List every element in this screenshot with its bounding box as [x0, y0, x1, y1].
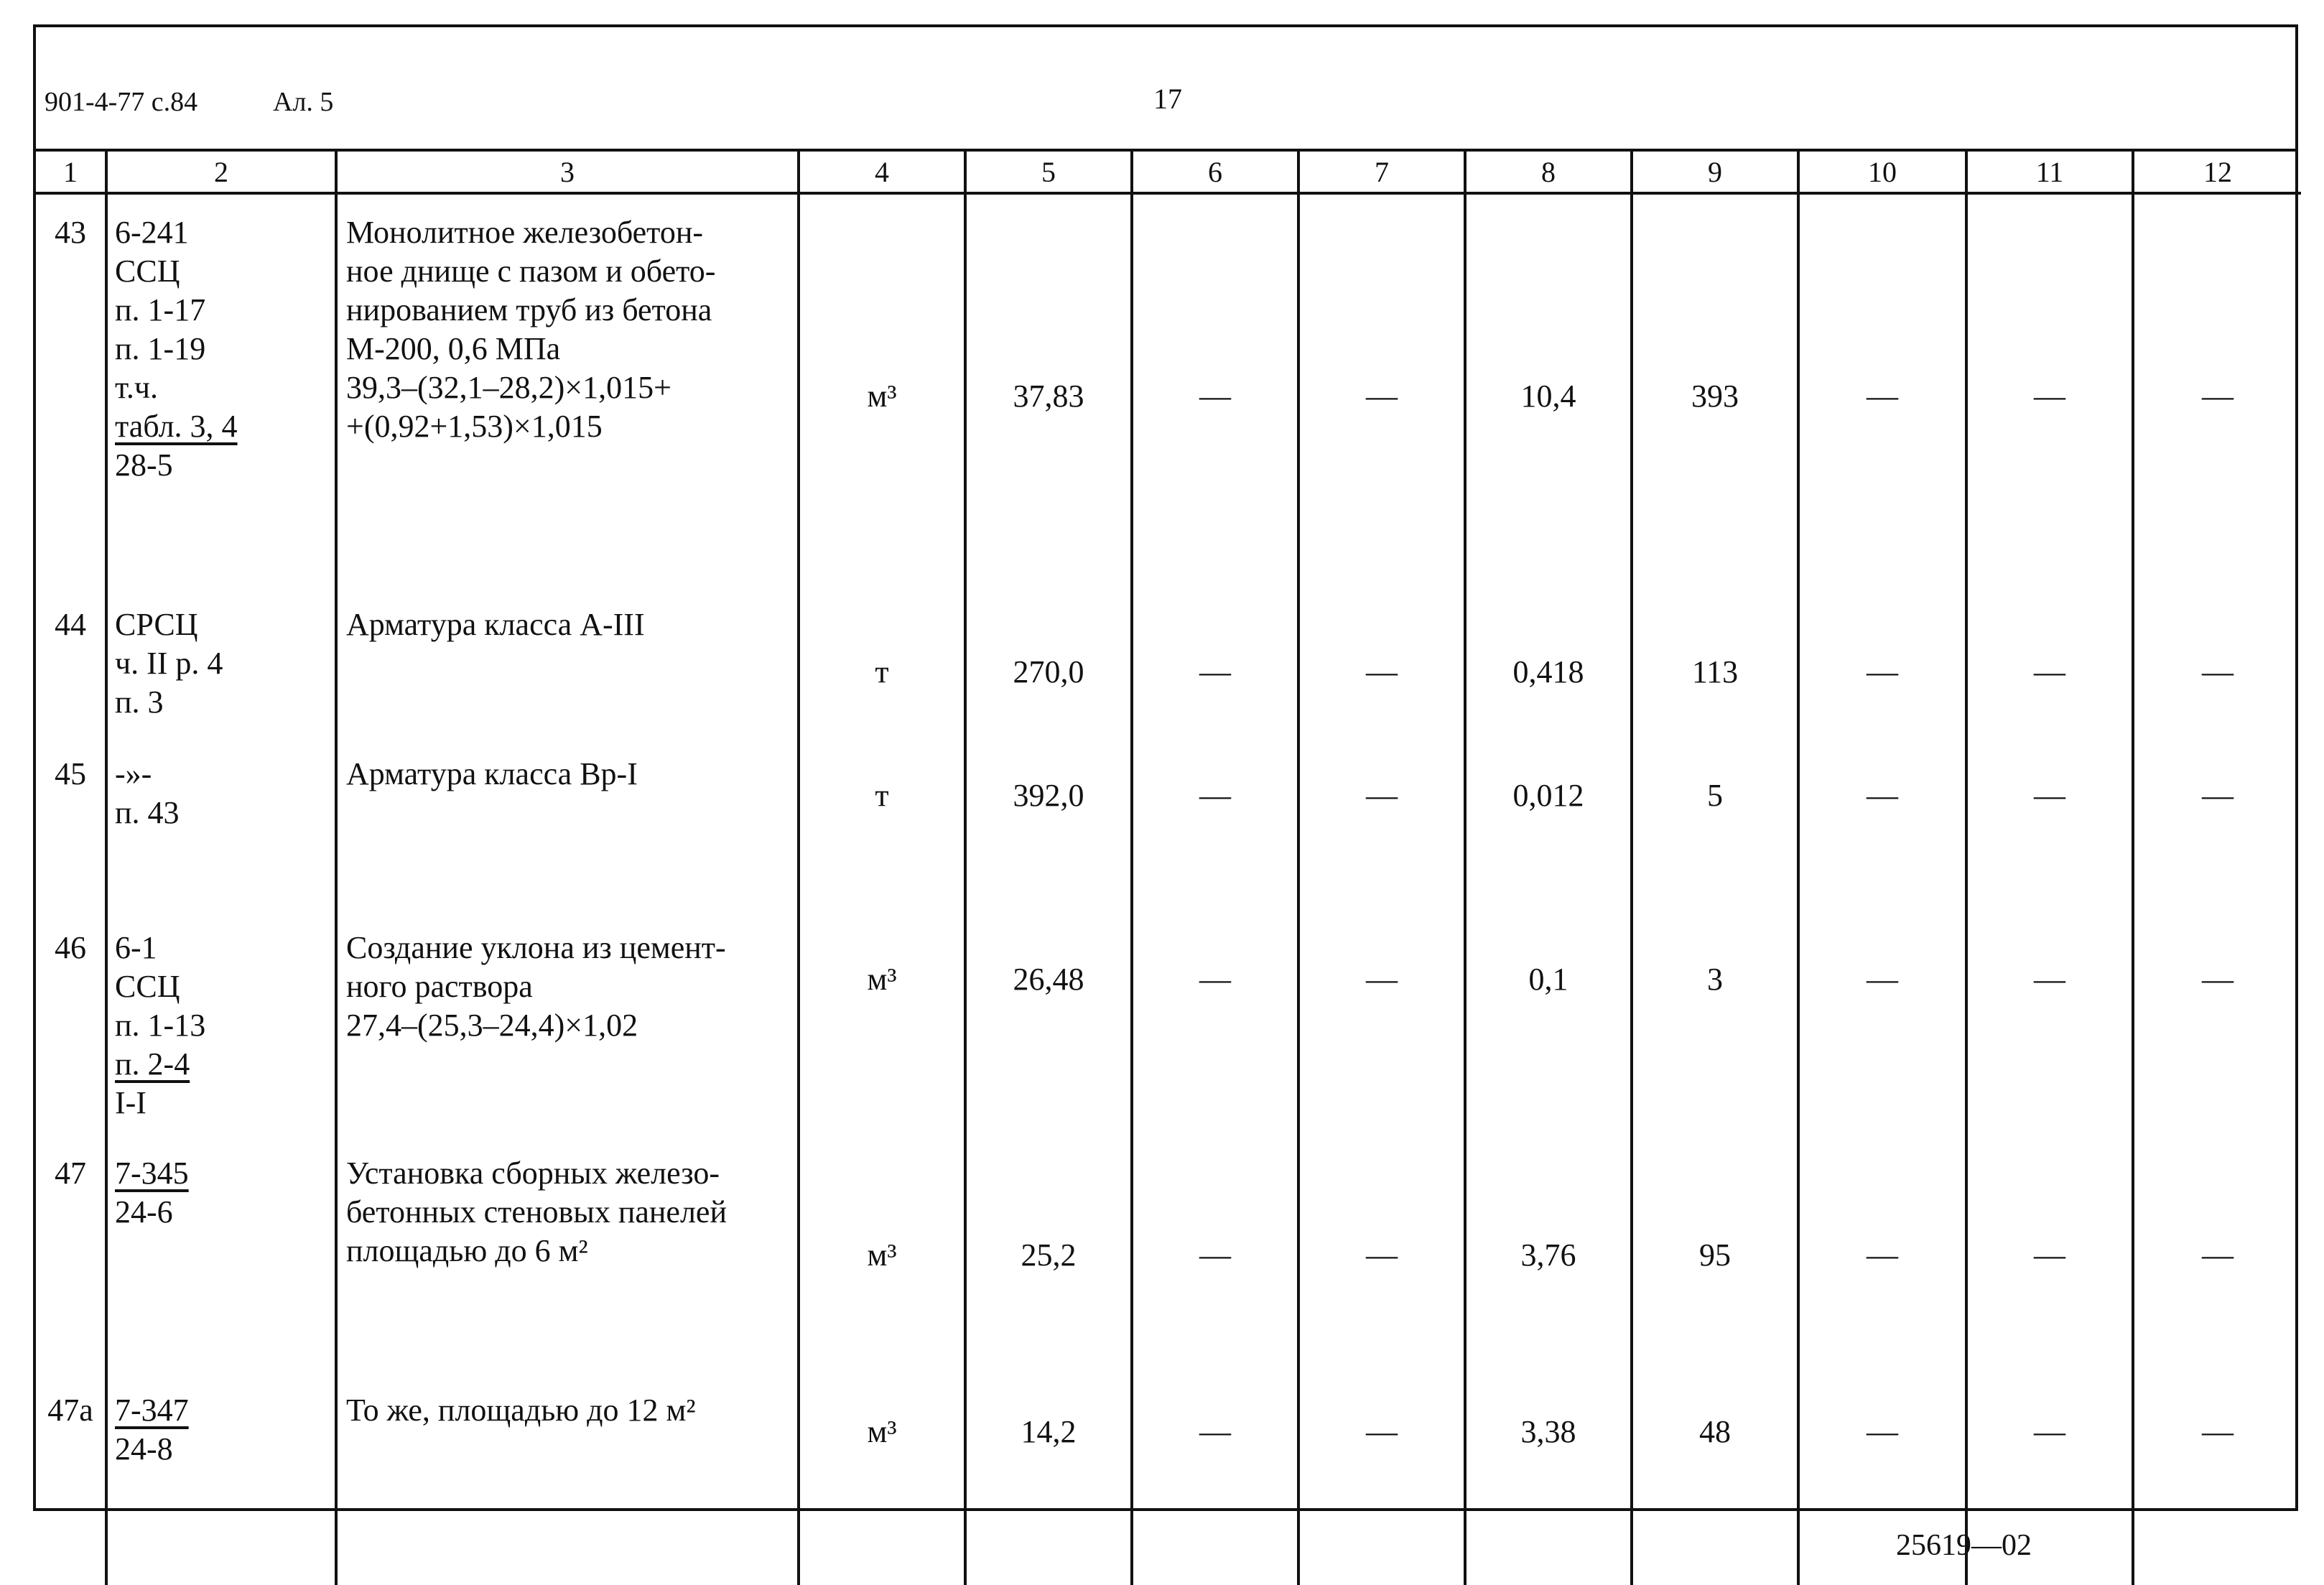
- description-line: площадью до 6 м²: [346, 1233, 588, 1268]
- row-number: 47а: [47, 1393, 93, 1428]
- value-cell-c6: —: [1132, 910, 1298, 1135]
- column-header: 5: [965, 152, 1132, 193]
- description-line: бетонных стеновых панелей: [346, 1194, 727, 1230]
- reference-line: 6-241: [115, 215, 189, 250]
- description-line: Установка сборных железо-: [346, 1156, 720, 1191]
- row-number: 43: [55, 215, 86, 250]
- column-number-row: [36, 152, 2301, 193]
- page-number: 17: [1153, 83, 1182, 115]
- description-cell: [336, 910, 799, 1135]
- value-cell-c11: —: [1966, 587, 2133, 736]
- reference-line: I-I: [115, 1085, 147, 1120]
- value-cell-c8: 3,76: [1465, 1135, 1632, 1372]
- description-line: Арматура класса Вр-I: [346, 756, 638, 791]
- value-cell-c6: —: [1132, 587, 1298, 736]
- description-line: Арматура класса А-III: [346, 607, 645, 642]
- value-cell-c11: —: [1966, 1372, 2133, 1585]
- value-cell-c9: 48: [1632, 1372, 1798, 1585]
- value-cell-c8: 0,012: [1465, 736, 1632, 910]
- value-cell-c6: —: [1132, 193, 1298, 587]
- description-line: ное днище с пазом и обето-: [346, 254, 716, 289]
- unit-cell: м³: [799, 193, 965, 587]
- value-cell-c9: 95: [1632, 1135, 1798, 1372]
- value-cell-c12: —: [2133, 1135, 2301, 1372]
- row-number: 46: [55, 930, 86, 965]
- reference-cell: [106, 736, 336, 910]
- value-cell-c5: 14,2: [965, 1372, 1132, 1585]
- table-row: [36, 736, 2301, 910]
- reference-cell: [106, 910, 336, 1135]
- value-cell-c8: 0,1: [1465, 910, 1632, 1135]
- column-header: 7: [1298, 152, 1465, 193]
- description-line: нированием труб из бетона: [346, 292, 712, 327]
- value-cell-c9: 393: [1632, 193, 1798, 587]
- reference-line: ССЦ: [115, 254, 180, 289]
- value-cell-c8: 0,418: [1465, 587, 1632, 736]
- footer-code: 25619—02: [1896, 1529, 2032, 1562]
- value-cell-c11: —: [1966, 193, 2133, 587]
- value-cell-c10: —: [1798, 1372, 1966, 1585]
- value-cell-c7: —: [1298, 736, 1465, 910]
- value-cell-c9: 113: [1632, 587, 1798, 736]
- value-cell-c7: —: [1298, 193, 1465, 587]
- table-row: [36, 910, 2301, 1135]
- row-number: 44: [55, 607, 86, 642]
- reference-line: 7-345: [115, 1156, 189, 1191]
- description-line: ного раствора: [346, 969, 533, 1004]
- description-cell: [336, 587, 799, 736]
- value-cell-c6: —: [1132, 736, 1298, 910]
- row-number: 47: [55, 1156, 86, 1191]
- reference-line: п. 3: [115, 684, 164, 720]
- reference-line: п. 1-19: [115, 331, 206, 366]
- description-line: М-200, 0,6 МПа: [346, 331, 561, 366]
- reference-line: п. 1-13: [115, 1008, 206, 1043]
- reference-line: -»-: [115, 756, 152, 791]
- value-cell-c7: —: [1298, 1135, 1465, 1372]
- value-cell-c10: —: [1798, 910, 1966, 1135]
- value-cell-c8: 3,38: [1465, 1372, 1632, 1585]
- reference-line: ч. II р. 4: [115, 646, 223, 681]
- column-header: 10: [1798, 152, 1966, 193]
- value-cell-c12: —: [2133, 910, 2301, 1135]
- value-cell-c12: —: [2133, 587, 2301, 736]
- table-row: [36, 587, 2301, 736]
- reference-line: п. 1-17: [115, 292, 206, 327]
- column-header: 1: [36, 152, 106, 193]
- value-cell-c11: —: [1966, 736, 2133, 910]
- column-header: 4: [799, 152, 965, 193]
- document-code: 901-4-77 с.84: [45, 87, 198, 117]
- value-cell-c11: —: [1966, 910, 2133, 1135]
- reference-line: ССЦ: [115, 969, 180, 1004]
- reference-line: 7-347: [115, 1393, 189, 1428]
- description-line: +(0,92+1,53)×1,015: [346, 409, 603, 444]
- description-cell: [336, 1372, 799, 1585]
- reference-line: 24-8: [115, 1431, 173, 1467]
- value-cell-c10: —: [1798, 736, 1966, 910]
- description-cell: [336, 193, 799, 587]
- value-cell-c10: —: [1798, 193, 1966, 587]
- value-cell-c12: —: [2133, 1372, 2301, 1585]
- value-cell-c10: —: [1798, 587, 1966, 736]
- description-line: То же, площадью до 12 м²: [346, 1393, 696, 1428]
- value-cell-c5: 392,0: [965, 736, 1132, 910]
- estimate-table: [36, 152, 2301, 1585]
- column-header: 3: [336, 152, 799, 193]
- reference-line: п. 2-4: [115, 1046, 190, 1082]
- reference-line: СРСЦ: [115, 607, 198, 642]
- reference-cell: [106, 1372, 336, 1585]
- reference-cell: [106, 1135, 336, 1372]
- value-cell-c11: —: [1966, 1135, 2133, 1372]
- reference-cell: [106, 193, 336, 587]
- value-cell-c9: 5: [1632, 736, 1798, 910]
- value-cell-c6: —: [1132, 1372, 1298, 1585]
- unit-cell: т: [799, 736, 965, 910]
- column-header: 8: [1465, 152, 1632, 193]
- column-header: 11: [1966, 152, 2133, 193]
- unit-cell: т: [799, 587, 965, 736]
- column-header: 9: [1632, 152, 1798, 193]
- column-header: 12: [2133, 152, 2301, 193]
- document-sheet: [33, 24, 2298, 1511]
- value-cell-c7: —: [1298, 1372, 1465, 1585]
- reference-cell: [106, 587, 336, 736]
- reference-line: 24-6: [115, 1194, 173, 1230]
- value-cell-c7: —: [1298, 587, 1465, 736]
- value-cell-c12: —: [2133, 193, 2301, 587]
- table-row: [36, 1135, 2301, 1372]
- value-cell-c5: 37,83: [965, 193, 1132, 587]
- unit-cell: м³: [799, 1135, 965, 1372]
- reference-line: т.ч.: [115, 370, 159, 405]
- sheet-header: [36, 27, 2295, 152]
- reference-line: 6-1: [115, 930, 157, 965]
- value-cell-c9: 3: [1632, 910, 1798, 1135]
- column-header: 2: [106, 152, 336, 193]
- value-cell-c6: —: [1132, 1135, 1298, 1372]
- description-line: Создание уклона из цемент-: [346, 930, 726, 965]
- reference-line: 28-5: [115, 447, 173, 483]
- unit-cell: м³: [799, 1372, 965, 1585]
- sheet-label: Ал. 5: [273, 87, 334, 117]
- description-cell: [336, 1135, 799, 1372]
- value-cell-c10: —: [1798, 1135, 1966, 1372]
- value-cell-c7: —: [1298, 910, 1465, 1135]
- table-row: [36, 193, 2301, 587]
- value-cell-c12: —: [2133, 736, 2301, 910]
- value-cell-c5: 270,0: [965, 587, 1132, 736]
- value-cell-c5: 25,2: [965, 1135, 1132, 1372]
- value-cell-c5: 26,48: [965, 910, 1132, 1135]
- value-cell-c8: 10,4: [1465, 193, 1632, 587]
- reference-line: табл. 3, 4: [115, 409, 238, 444]
- column-header: 6: [1132, 152, 1298, 193]
- description-line: Монолитное железобетон-: [346, 215, 704, 250]
- description-line: 39,3–(32,1–28,2)×1,015+: [346, 370, 671, 405]
- unit-cell: м³: [799, 910, 965, 1135]
- description-cell: [336, 736, 799, 910]
- row-number: 45: [55, 756, 86, 791]
- reference-line: п. 43: [115, 795, 180, 830]
- description-line: 27,4–(25,3–24,4)×1,02: [346, 1008, 638, 1043]
